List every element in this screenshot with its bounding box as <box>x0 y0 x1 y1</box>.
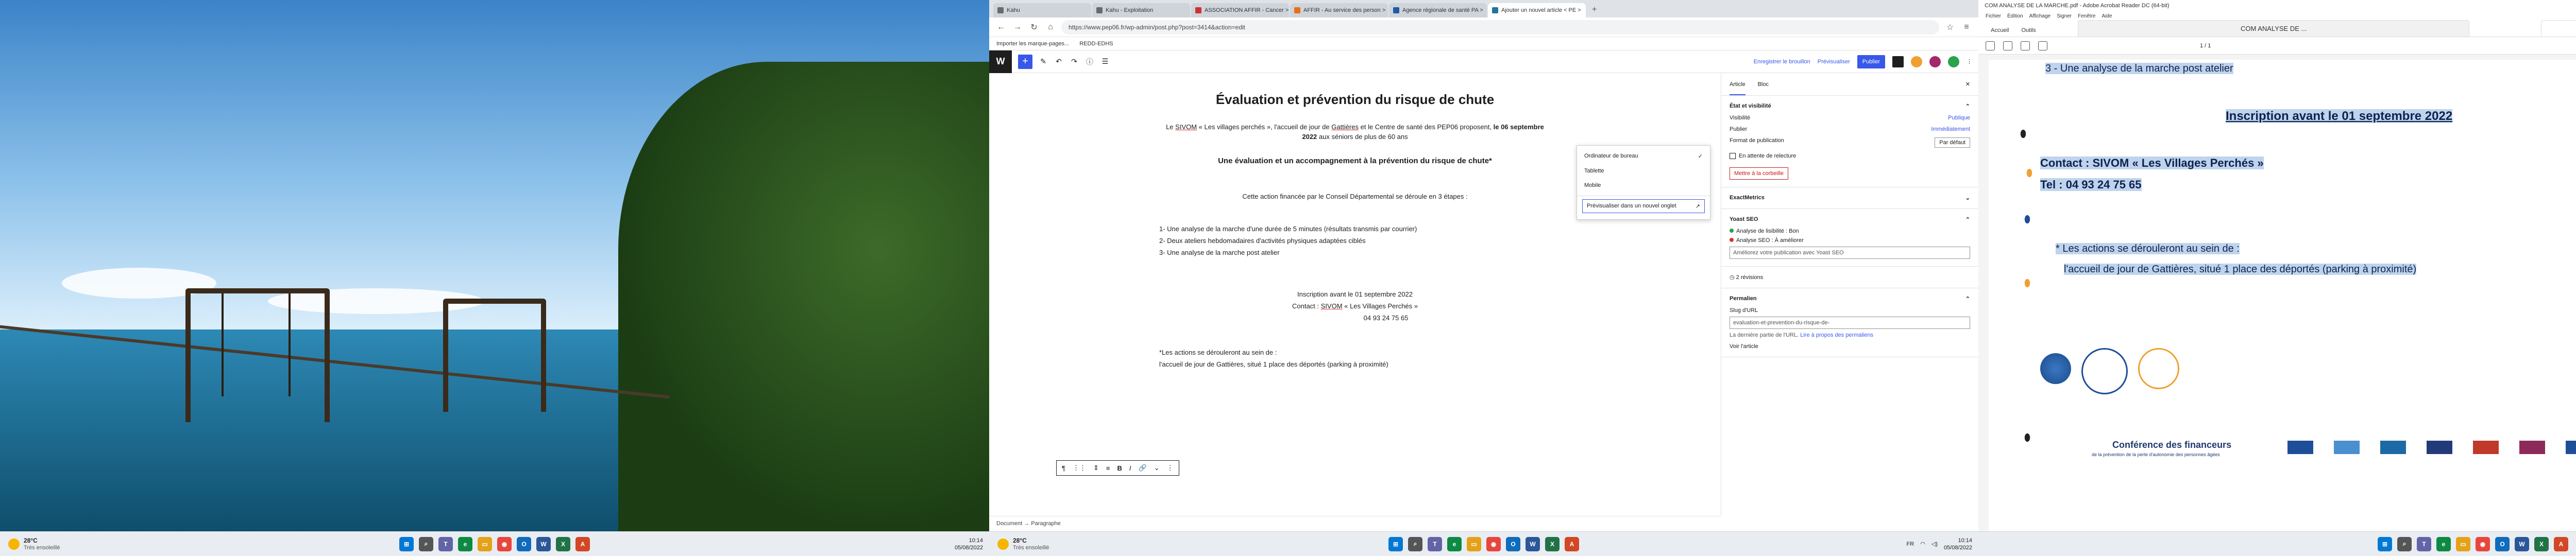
partner-logo <box>2519 441 2545 454</box>
add-block-button[interactable]: + <box>1018 55 1032 69</box>
pdf-page <box>1989 60 2576 531</box>
tab-document-active[interactable] <box>2541 20 2576 37</box>
save-icon[interactable] <box>1986 41 1995 50</box>
teams-icon[interactable]: T <box>1428 537 1442 551</box>
paragraph-funding[interactable]: Cette action financée par le Conseil Départemental se déroule en 3 étapes : <box>1242 193 1468 200</box>
publish-date-toggle[interactable]: Immédiatement <box>1931 126 1970 132</box>
close-icon[interactable]: ✕ <box>1965 81 1970 88</box>
jetpack-icon[interactable] <box>1948 56 1959 67</box>
info-icon[interactable]: ⓘ <box>1086 57 1093 66</box>
move-icon[interactable]: ⇕ <box>1093 464 1099 472</box>
paragraph-intro[interactable]: Le SIVOM « Les villages perchés », l'accueil de jour de Gattières et le Centre de santé des PEP06 proposent, le 06 septembre 2022 aux séniors de plus de 60 ans <box>1166 123 1544 141</box>
chrome-icon[interactable]: ◉ <box>1486 537 1501 551</box>
editor-canvas <box>989 73 1721 516</box>
tab-document[interactable]: COM ANALYSE DE ... <box>2078 20 2469 37</box>
block-options-icon[interactable]: ⋮ <box>1166 464 1174 472</box>
weather-widget[interactable]: 28°C Très ensoleillé <box>989 537 1123 551</box>
list-view-icon[interactable]: ☰ <box>1101 57 1109 65</box>
print-icon[interactable] <box>2003 41 2012 50</box>
accueil-de-jour-logo <box>2138 348 2179 389</box>
paragraph-contact[interactable]: Contact : SIVOM « Les Villages Perchés » <box>1292 302 1418 310</box>
wp-editor-header <box>989 50 1978 73</box>
outlook-icon[interactable]: O <box>1506 537 1520 551</box>
list-step-2[interactable]: 2- Deux ateliers hebdomadaires d'activités physiques adaptées ciblés <box>1159 237 1366 245</box>
sun-icon <box>8 538 20 550</box>
post-content <box>1159 92 1551 369</box>
visibility-toggle[interactable]: Publique <box>1948 115 1970 121</box>
browser-tabbar <box>989 0 1978 18</box>
home-icon[interactable]: ⌂ <box>1048 22 1053 31</box>
chevron-up-icon[interactable]: ⌃ <box>1965 217 1970 223</box>
permalink-help-link[interactable]: Lire à propos des permaliens <box>1800 332 1874 338</box>
browser-tab[interactable]: Agence régionale de santé PA > <box>1389 3 1487 18</box>
browser-window <box>989 0 1978 556</box>
yoast-icon[interactable] <box>1929 56 1941 67</box>
preview-tablet[interactable]: Tablette <box>1584 168 1604 174</box>
excel-icon[interactable]: X <box>556 537 570 551</box>
address-bar[interactable]: https://www.pep06.fr/wp-admin/post.php?post=3414&action=edit <box>1061 20 1939 34</box>
acrobat-icon[interactable]: A <box>1565 537 1579 551</box>
chevron-down-icon[interactable]: ⌄ <box>1965 195 1970 201</box>
walking-figure-icon <box>2019 127 2028 141</box>
undo-icon[interactable]: ↶ <box>1056 57 1062 65</box>
star-icon[interactable]: ☆ <box>1946 23 1954 32</box>
sidebar-tabs <box>1721 73 1978 96</box>
panel-exactmetrics: ExactMetrics ⌄ <box>1721 187 1978 209</box>
pdf-text-line: Contact : SIVOM « Les Villages Perchés » <box>2040 157 2264 169</box>
browser-toolbar <box>989 18 1978 37</box>
paragraph-icon[interactable]: ¶ <box>1062 464 1065 472</box>
teams-icon[interactable]: T <box>2417 537 2431 551</box>
wordpress-logo-icon[interactable]: W <box>989 50 1012 73</box>
acrobat-icon[interactable]: A <box>575 537 590 551</box>
italic-icon[interactable]: I <box>1129 464 1131 472</box>
page-number[interactable]: 1 / 1 <box>2200 42 2211 49</box>
bookmark-item[interactable]: REDD-EDHS <box>1079 40 1113 47</box>
conference-title: Conférence des financeurs <box>2112 440 2232 450</box>
partner-logo <box>2040 353 2071 384</box>
pdf-text-line: * Les actions se dérouleront au sein de : <box>2056 243 2240 254</box>
view-post-link[interactable]: Voir l'article <box>1730 343 1758 350</box>
browser-tab[interactable]: ASSOCIATION AFFIR - Cancer > <box>1191 3 1289 18</box>
taskbar-apps <box>399 537 590 551</box>
teams-icon[interactable]: T <box>438 537 453 551</box>
panel-revisions[interactable]: ◷ 2 révisions <box>1721 267 1978 288</box>
acrobat-tabs <box>1978 22 2576 37</box>
paragraph-tel[interactable]: 04 93 24 75 65 <box>1363 314 1409 322</box>
browser-tab-active[interactable]: Ajouter un nouvel article < PE > <box>1488 3 1586 18</box>
wifi-icon[interactable]: ◠ <box>1920 541 1925 547</box>
settings-sidebar <box>1721 73 1978 516</box>
weather-widget[interactable] <box>0 537 134 551</box>
acrobat-toolbar <box>1978 37 2576 55</box>
align-icon[interactable]: ≡ <box>1106 464 1110 472</box>
taskbar-right <box>1978 531 2576 556</box>
windows-start-icon[interactable]: ⊞ <box>2378 537 2392 551</box>
pdf-text-line: Tel : 04 93 24 75 65 <box>2040 178 2142 191</box>
pending-checkbox[interactable] <box>1730 153 1736 159</box>
file-explorer-icon[interactable]: ▭ <box>2456 537 2470 551</box>
taskbar-middle <box>989 531 1978 556</box>
tab-home[interactable]: Accueil <box>1991 27 2009 33</box>
walking-figure-icon <box>2023 430 2032 445</box>
heading-evaluation[interactable]: Une évaluation et un accompagnement à la prévention du risque de chute* <box>1218 157 1492 165</box>
panel-status: État et visibilité ⌃ Visibilité Publique Publier Immédiatement Format de publication Par défaut En attente de relecture Mettre à la corbeille <box>1721 96 1978 187</box>
plugin-icon[interactable] <box>1911 56 1922 67</box>
taskbar-left <box>0 531 989 556</box>
block-breadcrumb[interactable]: Document → Paragraphe <box>989 516 1721 531</box>
language-indicator[interactable]: FR <box>1906 541 1914 547</box>
word-icon[interactable]: W <box>1526 537 1540 551</box>
drag-handle-icon[interactable]: ⋮⋮ <box>1072 464 1086 472</box>
financer-logos <box>2287 441 2576 454</box>
partner-logo <box>2287 441 2313 454</box>
back-icon[interactable]: ← <box>997 22 1005 31</box>
post-title[interactable]: Évaluation et prévention du risque de chute <box>1215 92 1495 107</box>
panel-title[interactable]: État et visibilité <box>1730 103 1771 109</box>
word-icon[interactable]: W <box>536 537 551 551</box>
edge-icon[interactable]: e <box>2436 537 2451 551</box>
taskbar-apps <box>1388 537 1579 551</box>
check-icon: ✓ <box>1698 153 1703 160</box>
volume-icon[interactable]: ◁) <box>1931 541 1938 547</box>
chevron-up-icon[interactable]: ⌃ <box>1965 296 1970 302</box>
footprint-icon <box>2023 212 2032 227</box>
forward-icon[interactable]: → <box>1013 22 1022 31</box>
sun-icon <box>997 538 1009 550</box>
email-icon[interactable] <box>2021 41 2030 50</box>
word-icon[interactable]: W <box>2515 537 2529 551</box>
browser-tab[interactable]: AFFIR - Au service des person > <box>1290 3 1388 18</box>
list-step-1[interactable]: 1- Une analyse de la marche d'une durée de 5 minutes (résultats transmis par courrier) <box>1159 225 1417 233</box>
menu-item[interactable]: Aide <box>2102 13 2112 19</box>
desktop-left <box>0 0 989 556</box>
excel-icon[interactable]: X <box>1545 537 1560 551</box>
weather-temp: 28°C <box>24 536 38 544</box>
wallpaper-swing <box>222 293 224 396</box>
wallpaper-swing-frame <box>443 299 546 412</box>
tab-article[interactable]: Article <box>1730 74 1745 95</box>
clock-icon: ◷ <box>1730 274 1736 281</box>
reload-icon[interactable]: ↻ <box>1030 23 1038 32</box>
windows-start-icon[interactable]: ⊞ <box>1388 537 1403 551</box>
search-icon[interactable]: ⌕ <box>1408 537 1422 551</box>
paragraph-inscription[interactable]: Inscription avant le 01 septembre 2022 <box>1297 290 1413 298</box>
outlook-icon[interactable]: O <box>2495 537 2510 551</box>
partner-logo <box>2334 441 2360 454</box>
bookmark-item[interactable]: Importer les marque-pages... <box>996 40 1070 47</box>
pdf-text-line: l'accueil de jour de Gattières, situé 1 place des déportés (parking à proximité) <box>2064 264 2417 275</box>
window-title: COM ANALYSE DE LA MARCHE.pdf - Adobe Acrobat Reader DC (64-bit) <box>1978 0 2576 11</box>
edge-icon[interactable]: e <box>1447 537 1462 551</box>
acrobat-icon[interactable]: A <box>2554 537 2568 551</box>
footprint-icon <box>2025 166 2034 180</box>
menu-item[interactable]: Affichage <box>2029 13 2051 19</box>
conference-subtitle: de la prévention de la perte d'autonomie des personnes âgées <box>2092 452 2220 457</box>
edge-icon[interactable]: e <box>458 537 472 551</box>
pdf-text-line: Inscription avant le 01 septembre 2022 <box>2226 109 2453 123</box>
weather-desc: Très ensoleillé <box>24 544 60 551</box>
settings-icon[interactable] <box>1892 56 1904 67</box>
wallpaper-swing-frame <box>185 288 330 422</box>
panel-yoast: Yoast SEO ⌃ Analyse de lisibilité : Bon Analyse SEO : À améliorer Améliorez votre publication avec Yoast SEO <box>1721 209 1978 267</box>
browser-tab[interactable]: Kahu <box>993 3 1091 18</box>
search-icon[interactable] <box>2038 41 2047 50</box>
taskbar-apps <box>2378 537 2568 551</box>
more-rich-text-icon[interactable]: ⌄ <box>1154 464 1160 472</box>
chrome-icon[interactable]: ◉ <box>2476 537 2490 551</box>
edit-tool-icon[interactable]: ✎ <box>1040 57 1046 65</box>
format-select[interactable]: Par défaut <box>1935 137 1970 148</box>
sivom-logo <box>2081 348 2128 394</box>
footprint-icon <box>2023 276 2032 290</box>
file-explorer-icon[interactable]: ▭ <box>1467 537 1481 551</box>
clock[interactable]: 10:14 05/08/2022 <box>954 537 983 551</box>
wallpaper-trees <box>618 62 989 531</box>
tab-tools[interactable]: Outils <box>2021 27 2036 33</box>
windows-start-icon[interactable]: ⊞ <box>399 537 414 551</box>
clock[interactable]: 10:14 05/08/2022 <box>1943 537 1972 551</box>
menu-item[interactable]: Fichier <box>1986 13 2002 19</box>
more-options-icon[interactable]: ⋮ <box>1967 59 1972 65</box>
paragraph-address[interactable]: l'accueil de jour de Gattières, situé 1 place des déportés (parking à proximité) <box>1159 360 1388 368</box>
bookmarks-bar <box>989 37 1978 50</box>
wallpaper-swing <box>289 293 291 396</box>
trash-button[interactable]: Mettre à la corbeille <box>1730 167 1788 180</box>
publish-button[interactable]: Publier <box>1857 55 1885 68</box>
partner-logo <box>2473 441 2499 454</box>
file-explorer-icon[interactable]: ▭ <box>478 537 492 551</box>
new-tab-icon[interactable]: + <box>1592 5 1597 14</box>
list-step-3[interactable]: 3- Une analyse de la marche post atelier <box>1159 249 1280 256</box>
pdf-text-line: 3 - Une analyse de la marche post atelier <box>2045 63 2233 74</box>
chrome-icon[interactable]: ◉ <box>497 537 512 551</box>
paragraph-note[interactable]: *Les actions se dérouleront au sein de : <box>1159 349 1277 356</box>
yoast-improve-button[interactable]: Améliorez votre publication avec Yoast SEO <box>1730 247 1970 259</box>
slug-input[interactable]: evaluation-et-prevention-du-risque-de- <box>1730 317 1970 329</box>
tab-bloc[interactable]: Bloc <box>1757 81 1769 88</box>
menu-item[interactable]: Fenêtre <box>2078 13 2096 19</box>
menu-item[interactable]: Signer <box>2057 13 2072 19</box>
menu-item[interactable]: Édition <box>2007 13 2023 19</box>
partner-logo <box>2380 441 2406 454</box>
search-icon[interactable]: ⌕ <box>2397 537 2412 551</box>
external-link-icon: ↗ <box>1695 203 1700 210</box>
link-icon[interactable]: 🔗 <box>1138 464 1147 472</box>
redo-icon[interactable]: ↷ <box>1071 57 1077 65</box>
browser-tab[interactable]: Kahu - Exploitation <box>1092 3 1190 18</box>
search-icon[interactable]: ⌕ <box>419 537 433 551</box>
preview-desktop[interactable]: Ordinateur de bureau ✓ <box>1584 153 1703 160</box>
outlook-icon[interactable]: O <box>517 537 531 551</box>
chevron-up-icon[interactable]: ⌃ <box>1965 103 1970 110</box>
preview-button[interactable]: Prévisualiser <box>1817 58 1850 65</box>
bold-icon[interactable]: B <box>1117 464 1122 472</box>
preview-dropdown <box>1577 145 1710 220</box>
panel-permalink: Permalien ⌃ Slug d'URL evaluation-et-prevention-du-risque-de- La dernière partie de l'URL. Lire à propos des permaliens Voir l'article <box>1721 288 1978 357</box>
menu-icon[interactable]: ≡ <box>1964 22 1969 31</box>
partner-logo <box>2566 441 2576 454</box>
acrobat-window <box>1978 0 2576 556</box>
block-toolbar <box>1056 460 1179 476</box>
excel-icon[interactable]: X <box>2534 537 2549 551</box>
preview-new-tab[interactable]: Prévisualiser dans un nouvel onglet ↗ <box>1582 199 1705 213</box>
system-tray <box>955 537 983 551</box>
system-tray <box>1907 537 1972 551</box>
partner-logo <box>2427 441 2452 454</box>
save-draft-button[interactable]: Enregistrer le brouillon <box>1753 58 1810 65</box>
preview-mobile[interactable]: Mobile <box>1584 182 1601 188</box>
